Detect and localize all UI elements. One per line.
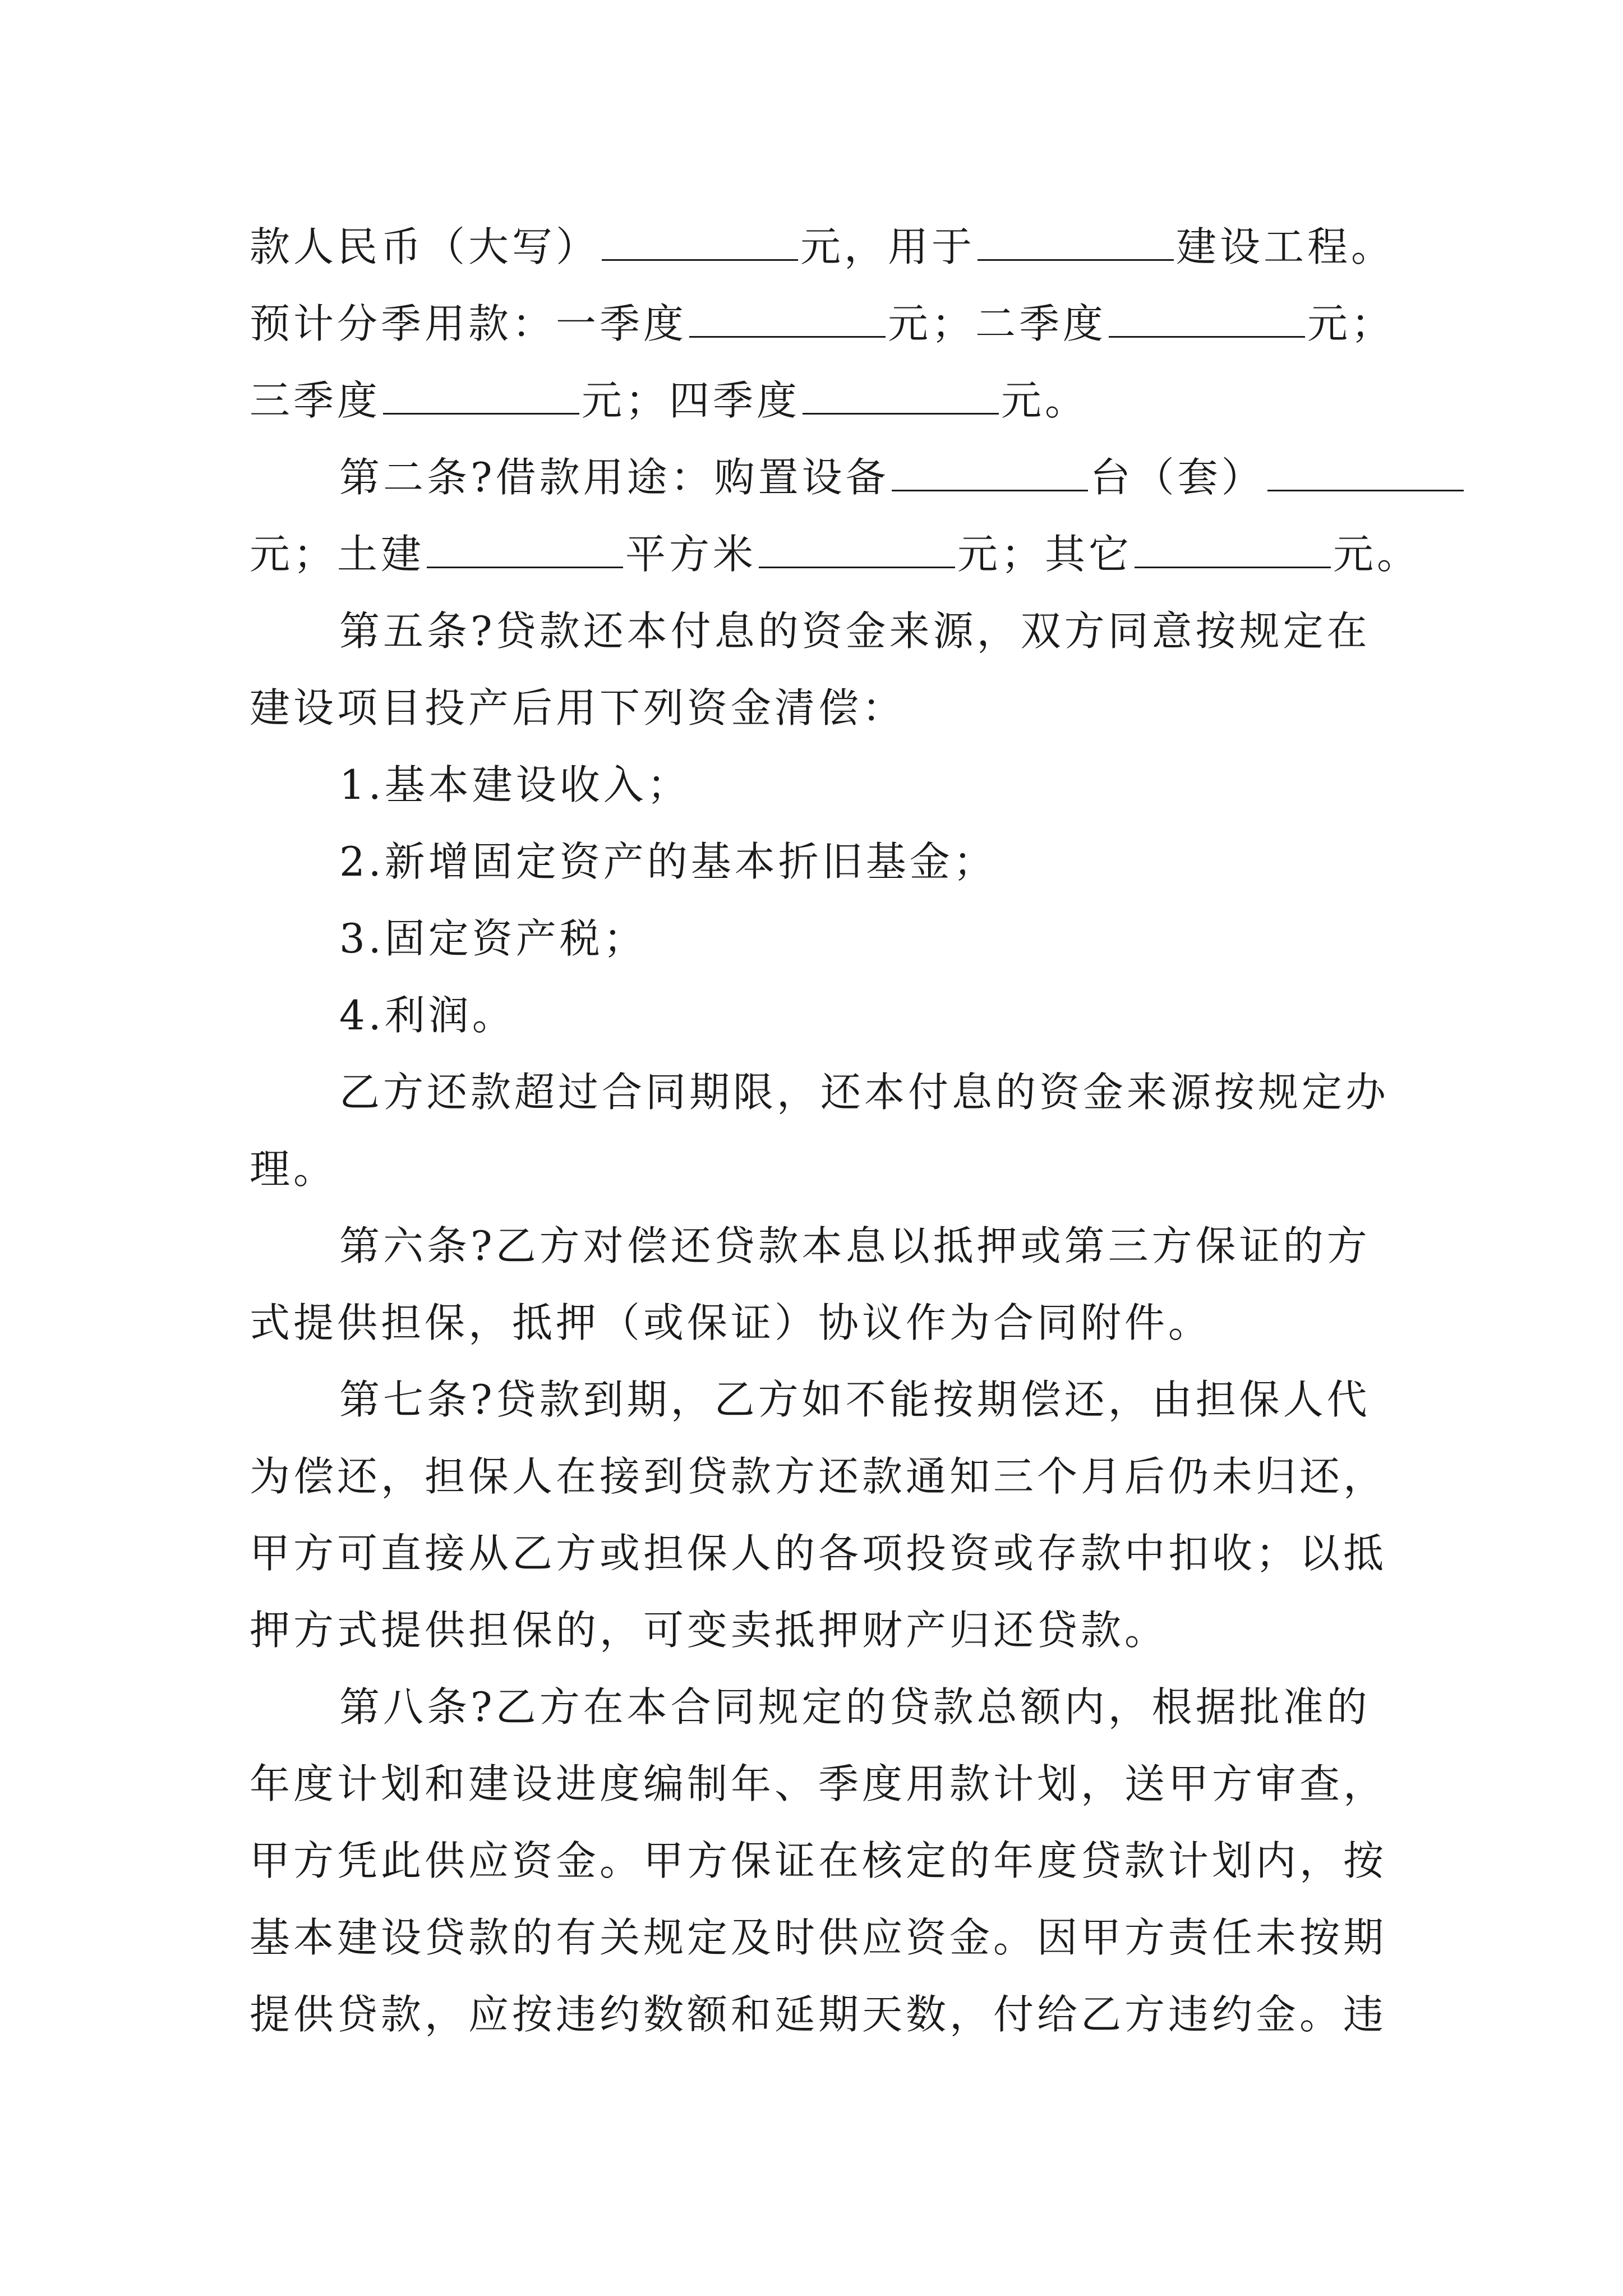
fill-in-blank	[978, 226, 1174, 261]
text-segment: 台（套）	[1090, 454, 1265, 501]
text-line: 式提供担保，抵押（或保证）协议作为合同附件。	[250, 1299, 1212, 1346]
text-segment: 第二条?借款用途：购置设备	[339, 454, 889, 501]
fill-in-blank	[892, 456, 1088, 491]
text-segment: 预计分季用款：一季度	[250, 300, 688, 347]
text-segment: 元；二季度	[888, 300, 1107, 347]
text-line: 押方式提供担保的，可变卖抵押财产归还贷款。	[250, 1607, 1169, 1654]
article-8-line: 第八条?乙方在本合同规定的贷款总额内，根据批准的	[339, 1683, 1371, 1731]
text-line: 甲方可直接从乙方或担保人的各项投资或存款中扣收；以抵	[250, 1530, 1387, 1577]
article-6-line: 第六条?乙方对偿还贷款本息以抵押或第三方保证的方	[339, 1222, 1371, 1269]
text-line	[250, 362, 1394, 439]
text-line: 甲方凭此供应资金。甲方保证在核定的年度贷款计划内，按	[250, 1837, 1387, 1884]
text-segment: 平方米	[625, 531, 757, 578]
fill-in-blank	[383, 379, 579, 415]
text-line	[250, 286, 1394, 362]
list-item: 4.利润。	[339, 992, 516, 1039]
text-line	[250, 516, 1421, 593]
text-line: 年度计划和建设进度编制年、季度用款计划，送甲方审查，	[250, 1760, 1387, 1807]
fill-in-blank	[1267, 456, 1464, 491]
text-segment: 元。	[1333, 531, 1421, 578]
text-line: 基本建设贷款的有关规定及时供应资金。因甲方责任未按期	[250, 1914, 1387, 1961]
text-segment: 元；土建	[250, 531, 425, 578]
article-5-line: 第五条?贷款还本付息的资金来源，双方同意按规定在	[339, 608, 1371, 655]
text-line: 建设项目投产后用下列资金清偿：	[250, 684, 906, 731]
text-line	[250, 209, 1394, 286]
article-2-line	[250, 439, 1394, 516]
fill-in-blank	[1109, 302, 1305, 338]
fill-in-blank	[1135, 533, 1331, 568]
text-segment: 建设工程。	[1176, 223, 1395, 270]
text-segment: 元；	[1307, 300, 1395, 347]
text-segment: 款人民币（大写）	[250, 223, 600, 270]
text-line: 乙方还款超过合同期限，还本付息的资金来源按规定办	[339, 1069, 1390, 1116]
article-7-line: 第七条?贷款到期，乙方如不能按期偿还，由担保人代	[339, 1376, 1371, 1423]
text-line: 理。	[250, 1145, 338, 1193]
list-item: 3.固定资产税；	[339, 915, 647, 962]
text-segment: 元。	[1001, 377, 1089, 424]
text-line: 为偿还，担保人在接到贷款方还款通知三个月后仍未归还，	[250, 1453, 1387, 1500]
fill-in-blank	[427, 533, 623, 568]
text-segment: 三季度	[250, 377, 381, 424]
list-item: 2.新增固定资产的基本折旧基金；	[339, 838, 997, 885]
fill-in-blank	[803, 379, 999, 415]
document-body	[250, 209, 1421, 2053]
text-segment: 元，用于	[800, 223, 976, 270]
fill-in-blank	[759, 533, 955, 568]
text-line: 提供贷款，应按违约数额和延期天数，付给乙方违约金。违	[250, 1991, 1387, 2038]
fill-in-blank	[602, 226, 798, 261]
text-segment: 元；其它	[957, 531, 1133, 578]
text-segment: 元；四季度	[582, 377, 801, 424]
fill-in-blank	[689, 302, 886, 338]
list-item: 1.基本建设收入；	[339, 761, 691, 808]
